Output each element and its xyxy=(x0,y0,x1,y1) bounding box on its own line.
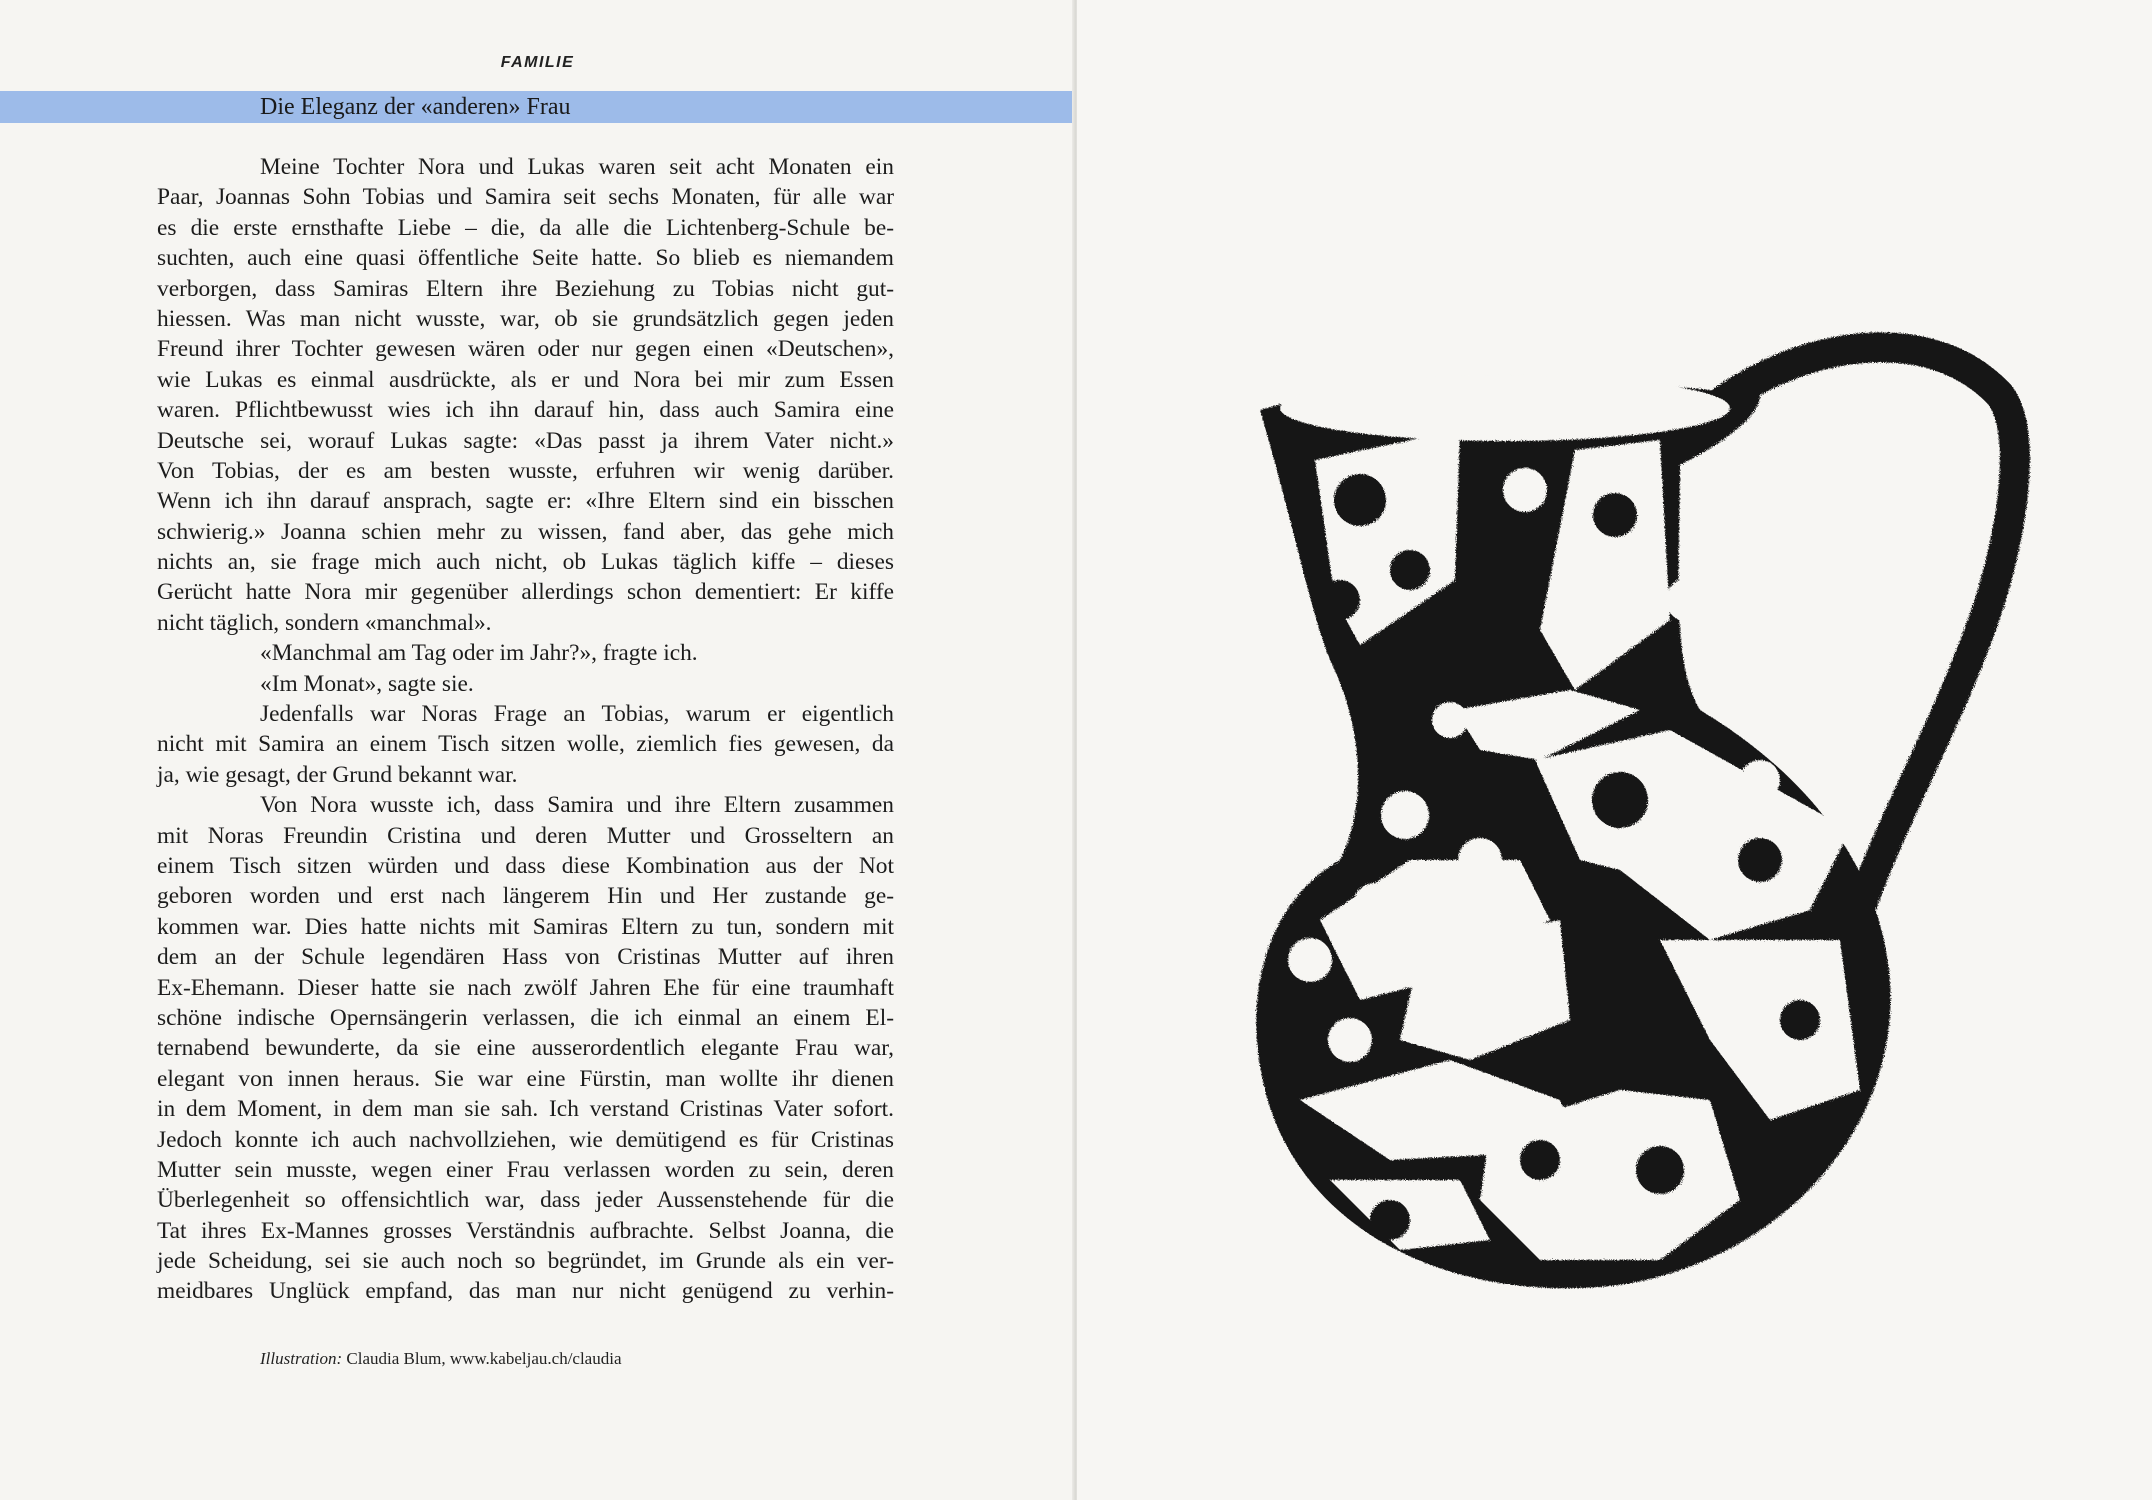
left-page xyxy=(0,0,1075,1500)
jug-illustration xyxy=(1240,300,2040,1340)
article-body xyxy=(157,152,894,1307)
body-line: Jedoch konnte ich auch nachvollziehen, wie demütigend es für Cristinas xyxy=(157,1126,894,1153)
body-line: meidbares Unglück empfand, das man nur nicht genügend zu verhin- xyxy=(157,1278,894,1305)
body-line: wie Lukas es einmal ausdrückte, als er und Nora bei mir zum Essen xyxy=(157,366,894,393)
body-line: ternabend bewunderte, da sie eine ausserordentlich elegante Frau war, xyxy=(157,1035,894,1062)
body-line: Ex-Ehemann. Dieser hatte sie nach zwölf Jahren Ehe für eine traumhaft xyxy=(157,974,894,1001)
body-line: dem an der Schule legendären Hass von Cristinas Mutter auf ihren xyxy=(157,944,894,971)
body-line: in dem Moment, in dem man sie sah. Ich verstand Cristinas Vater sofort. xyxy=(157,1096,894,1123)
body-line: geboren worden und erst nach längerem Hin und Her zustande ge- xyxy=(157,883,894,910)
body-line: hiessen. Was man nicht wusste, war, ob sie grundsätzlich gegen jeden xyxy=(157,305,894,332)
body-line: einem Tisch sitzen würden und dass diese Kombination aus der Not xyxy=(157,852,894,879)
body-line: waren. Pflichtbewusst wies ich ihn darauf hin, dass auch Samira eine xyxy=(157,397,894,424)
body-line: es die erste ernsthafte Liebe – die, da alle die Lichtenberg-Schule be- xyxy=(157,214,894,241)
body-line: schöne indische Opernsängerin verlassen, die ich einmal an einem El- xyxy=(157,1004,894,1031)
body-line: Von Nora wusste ich, dass Samira und ihre Eltern zusammen xyxy=(260,792,894,819)
body-line: Jedenfalls war Noras Frage an Tobias, warum er eigentlich xyxy=(260,701,894,728)
body-line: suchten, auch eine quasi öffentliche Seite hatte. So blieb es niemandem xyxy=(157,245,894,272)
body-line: nicht mit Samira an einem Tisch sitzen wolle, ziemlich fies gewesen, da xyxy=(157,731,894,758)
body-line: Mutter sein musste, wegen einer Frau verlassen worden zu sein, deren xyxy=(157,1156,894,1183)
body-line: Tat ihres Ex-Mannes grosses Verständnis aufbrachte. Selbst Joanna, die xyxy=(157,1217,894,1244)
article-title: Die Eleganz der «anderen» Frau xyxy=(260,94,571,120)
body-line: Wenn ich ihn darauf ansprach, sagte er: «Ihre Eltern sind ein bisschen xyxy=(157,488,894,515)
body-line: verborgen, dass Samiras Eltern ihre Beziehung zu Tobias nicht gut- xyxy=(157,275,894,302)
illustration-credit xyxy=(260,1348,622,1370)
body-line: nichts an, sie frage mich auch nicht, ob Lukas täglich kiffe – dieses xyxy=(157,549,894,576)
body-line: Meine Tochter Nora und Lukas waren seit acht Monaten ein xyxy=(260,154,894,180)
body-line: ja, wie gesagt, der Grund bekannt war. xyxy=(157,761,518,788)
body-line: schwierig.» Joanna schien mehr zu wissen, fand aber, das gehe mich xyxy=(157,518,894,545)
body-line: «Manchmal am Tag oder im Jahr?», fragte ich. xyxy=(260,640,698,667)
credit-label: Illustration: xyxy=(260,1349,343,1368)
body-line: kommen war. Dies hatte nichts mit Samiras Eltern zu tun, sondern mit xyxy=(157,913,894,940)
body-line: mit Noras Freundin Cristina und deren Mutter und Grosseltern an xyxy=(157,822,894,849)
body-line: «Im Monat», sagte sie. xyxy=(260,670,474,697)
section-label: FAMILIE xyxy=(500,54,575,71)
jug-rim-opening xyxy=(1280,375,1730,441)
jug-drawing xyxy=(1256,347,2015,1288)
body-line: jede Scheidung, sei sie auch noch so begründet, im Grunde als ein ver- xyxy=(157,1248,894,1275)
body-line: Gerücht hatte Nora mir gegenüber allerdings schon dementiert: Er kiffe xyxy=(157,579,894,606)
title-bar xyxy=(0,91,1075,123)
credit-text: Claudia Blum, www.kabeljau.ch/claudia xyxy=(346,1349,622,1368)
body-line: Freund ihrer Tochter gewesen wären oder nur gegen einen «Deutschen», xyxy=(157,336,894,363)
body-line: Überlegenheit so offensichtlich war, dass jeder Aussenstehende für die xyxy=(157,1187,894,1214)
body-line: elegant von innen heraus. Sie war eine Fürstin, man wollte ihr dienen xyxy=(157,1065,894,1092)
body-line: Paar, Joannas Sohn Tobias und Samira seit sechs Monaten, für alle war xyxy=(157,184,894,211)
body-line: Deutsche sei, worauf Lukas sagte: «Das passt ja ihrem Vater nicht.» xyxy=(157,427,894,454)
body-line: Von Tobias, der es am besten wusste, erfuhren wir wenig darüber. xyxy=(157,457,894,484)
body-line: nicht täglich, sondern «manchmal». xyxy=(157,609,492,636)
